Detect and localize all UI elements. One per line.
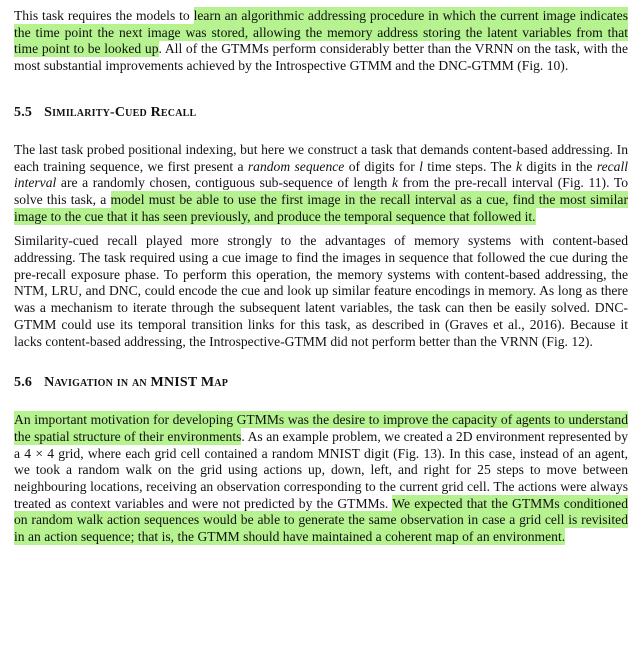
- math-variable: k: [391, 175, 399, 191]
- section-number: 5.5: [14, 104, 33, 120]
- section-title: Navigation in an MNIST Map: [44, 375, 229, 391]
- math-variable: k: [515, 158, 523, 174]
- intro-text-post: . All of the GTMMs perform considerably better than the VRNN on the task, with the most substantial improvements achieved by the Introspective GTMM and the DNC-GTMM (Fig. 10).: [14, 41, 629, 74]
- navigation-highlight-2: We expected that the GTMMs conditioned on random walk action sequences would be able to generate the same observation in case a grid cell is revisited in an action sequence; that is, the GTMM should have maintained a coherent map of an environment.: [14, 495, 628, 545]
- text-run: of digits for: [344, 158, 420, 174]
- math-variable: l: [419, 158, 423, 174]
- paper-page: [14, 8, 628, 546]
- text-run: The last task probed positional indexing, but here we construct a task that demands content-based addressing. In each training sequence, we first present a: [14, 141, 628, 174]
- intro-highlight: learn an algorithmic addressing procedure in which the current image indicates the time point the next image was stored, allowing the memory address storing the latent variables from that time point to be looked up: [14, 8, 628, 57]
- navigation-paragraph: [14, 412, 628, 546]
- text-run: digits in the: [522, 158, 597, 174]
- navigation-highlight-1: An important motivation for developing GTMMs was the desire to improve the capacity of agents to understand the spatial structure of their environments: [14, 412, 628, 444]
- text-run: from the pre-recall interval (Fig. 11). To solve this task, a: [14, 175, 628, 207]
- section-heading-5-6: [14, 375, 628, 391]
- text-run: are a randomly chosen, contiguous sub-sequence of length: [56, 175, 392, 191]
- section-heading-5-5: [14, 105, 628, 121]
- text-run: time steps. The: [422, 158, 516, 174]
- similarity-recall-paragraph-1: [14, 142, 628, 226]
- intro-text-pre: This task requires the models to: [14, 8, 194, 23]
- section-number: 5.6: [14, 375, 33, 391]
- italic-term: random sequence: [247, 158, 345, 174]
- section-title: Similarity-Cued Recall: [44, 104, 197, 120]
- similarity-recall-highlight: model must be able to use the first image in the recall interval as a cue, find the most similar image to the cue that it has seen previously, and produce the temporal sequence that followed it.: [14, 191, 628, 224]
- similarity-recall-paragraph-2: Similarity-cued recall played more strongly to the advantages of memory systems with content-based addressing. The task required using a cue image to find the images in sequence that followed the cue during the pre-recall exposure phase. To perform this operation, the memory systems with content-based addressing, the NTM, LRU, and DNC, could encode the cue and look up similar feature encodings in memory. As long as there was a mechanism to iterate through the subsequent latent variables, the task can then be easily solved. DNC-GTMM could use its temporal transition links for this task, as described in (Graves et al., 2016). Because it lacks content-based addressing, the Introspective-GTMM did not perform better than the VRNN (Fig. 12).: [14, 233, 628, 349]
- intro-paragraph: [14, 8, 628, 75]
- italic-term: recall interval: [14, 158, 629, 191]
- text-run: . As an example problem, we created a 2D environment represented by a 4 × 4 grid, where each grid cell contained a random MNIST digit (Fig. 13). In this case, instead of an agent, we took a random walk on the grid using actions up, down, left, and right for 25 steps to move between neighbouring locations, receiving an observation corresponding to the current grid cell. The actions were always treated as context variables and were not predicted by the GTMMs.: [14, 428, 629, 511]
